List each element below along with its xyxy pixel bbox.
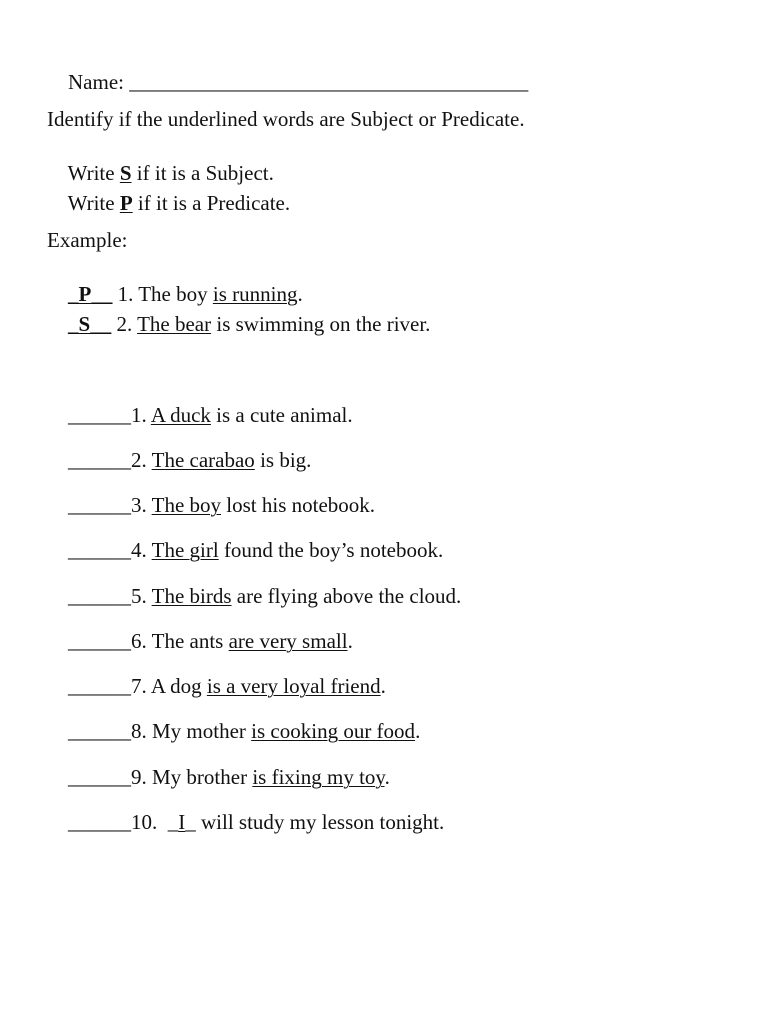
name-blank[interactable]: ______________________________________ <box>123 70 529 94</box>
instruction-line-3: Write P if it is a Predicate. <box>67 191 291 215</box>
answer-blank[interactable]: ______ <box>68 493 131 517</box>
example-answer-2: _S__ <box>68 312 112 336</box>
answer-blank[interactable]: ______ <box>68 810 131 834</box>
example-item-2: _S__ 2. The bear is swimming on the river. <box>68 312 431 336</box>
underlined-phrase: The bear <box>137 312 212 336</box>
question-6: ______6. The ants are very small. <box>68 629 353 653</box>
underlined-phrase: is running <box>212 282 298 306</box>
underlined-phrase: is cooking our food <box>251 719 416 743</box>
example-answer-1: _P__ <box>68 282 113 306</box>
question-9: ______9. My brother is fixing my toy. <box>68 765 390 789</box>
question-10: ______10. _I_ will study my lesson tonight. <box>68 810 445 834</box>
example-label: Example: <box>47 228 128 252</box>
answer-blank[interactable]: ______ <box>68 448 131 472</box>
question-1: ______1. A duck is a cute animal. <box>68 403 353 427</box>
instruction-line-1: Identify if the underlined words are Subject or Predicate. <box>47 107 525 131</box>
question-4: ______4. The girl found the boy’s notebook. <box>68 538 444 562</box>
question-8: ______8. My mother is cooking our food. <box>68 719 421 743</box>
question-3: ______3. The boy lost his notebook. <box>68 493 376 517</box>
question-5: ______5. The birds are flying above the cloud. <box>68 584 462 608</box>
underlined-phrase: is fixing my toy <box>252 765 385 789</box>
answer-blank[interactable]: ______ <box>68 403 131 427</box>
answer-blank[interactable]: ______ <box>68 719 131 743</box>
answer-blank[interactable]: ______ <box>68 765 131 789</box>
answer-blank[interactable]: ______ <box>68 674 131 698</box>
question-7: ______7. A dog is a very loyal friend. <box>68 674 386 698</box>
underlined-phrase: I <box>178 810 186 834</box>
underlined-phrase: The birds <box>151 584 232 608</box>
underlined-phrase: is a very loyal friend <box>206 674 381 698</box>
predicate-letter: P <box>119 191 133 215</box>
name-label: Name: <box>68 70 124 94</box>
answer-blank[interactable]: ______ <box>68 584 131 608</box>
instruction-line-2: Write S if it is a Subject. <box>67 161 274 185</box>
answer-blank[interactable]: ______ <box>68 629 131 653</box>
subject-letter: S <box>119 161 132 185</box>
underlined-phrase: The boy <box>151 493 222 517</box>
underlined-phrase: are very small <box>228 629 348 653</box>
question-2: ______2. The carabao is big. <box>68 448 312 472</box>
underlined-phrase: A duck <box>150 403 211 427</box>
underlined-phrase: The carabao <box>151 448 255 472</box>
example-item-1: _P__ 1. The boy is running. <box>68 282 303 306</box>
answer-blank[interactable]: ______ <box>68 538 131 562</box>
underlined-phrase: The girl <box>151 538 219 562</box>
